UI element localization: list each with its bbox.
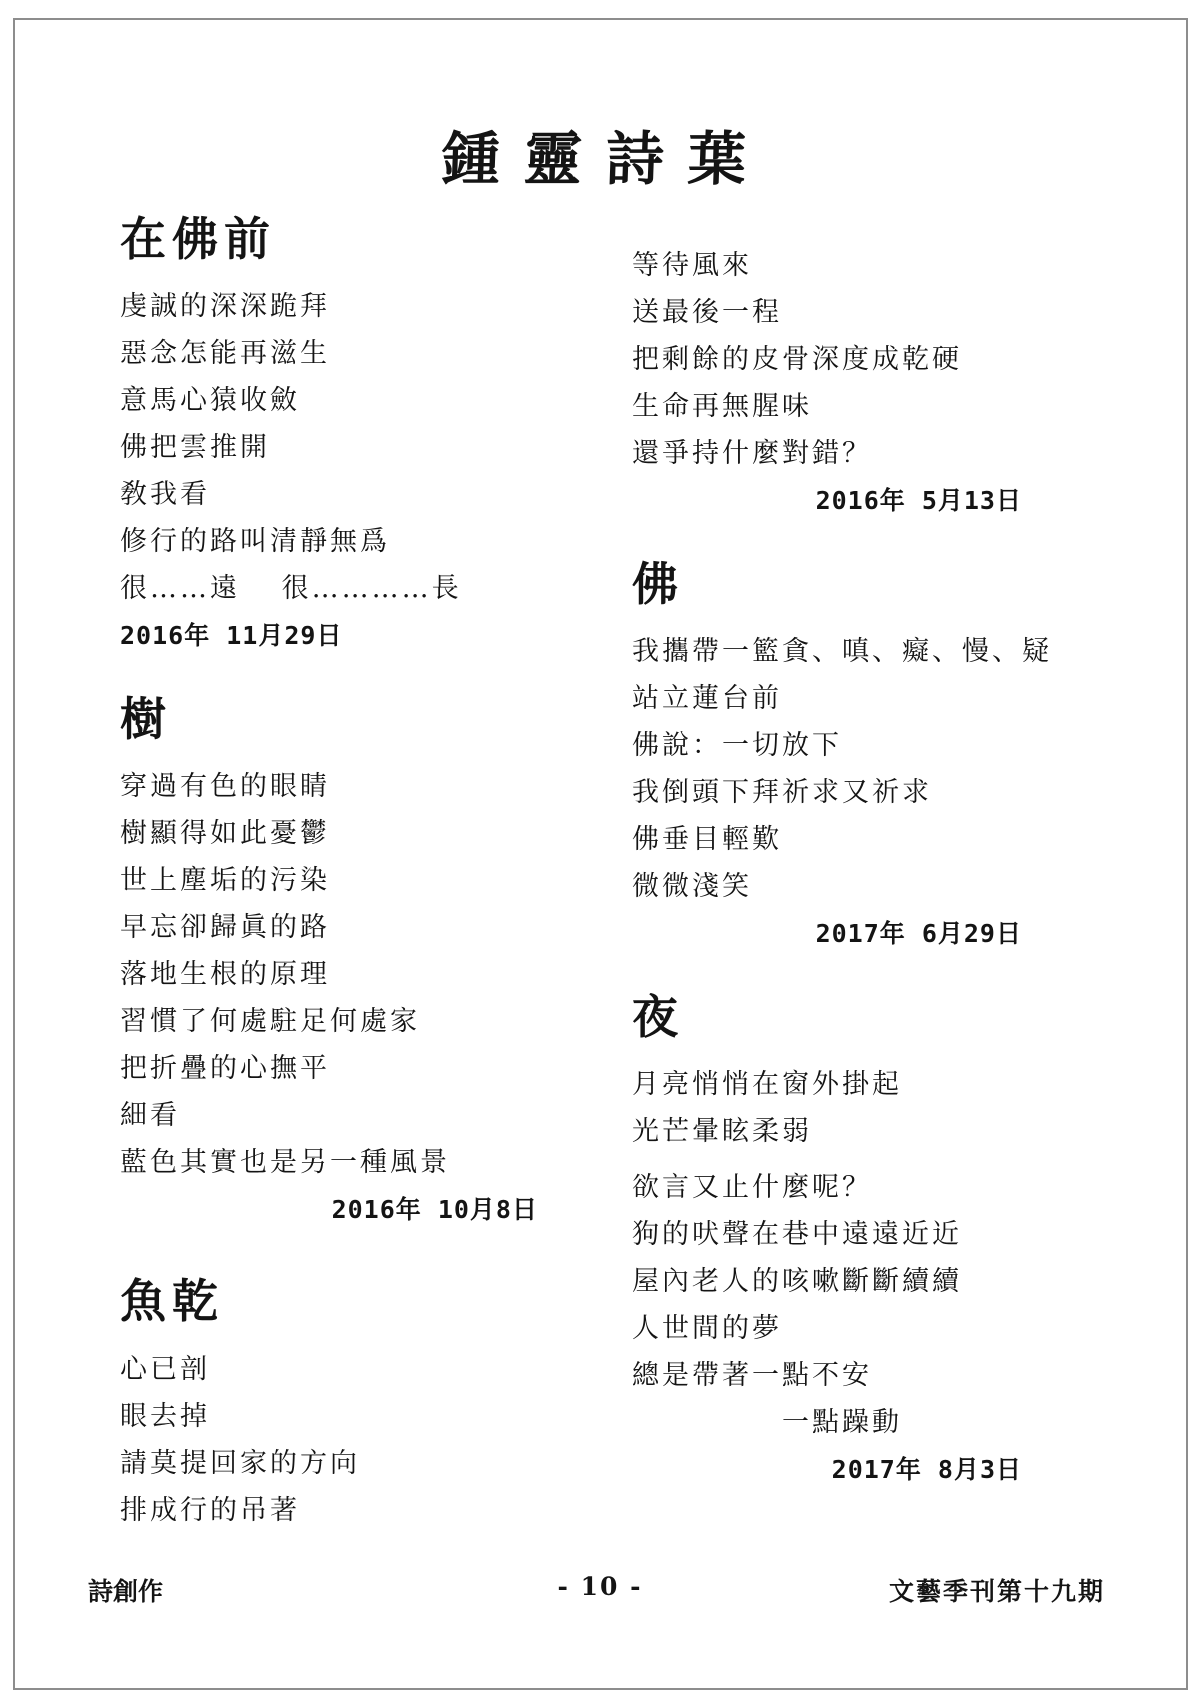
poem-line: 惡念怎能再滋生 bbox=[120, 338, 330, 370]
poem-yu-gan-continued bbox=[632, 212, 1084, 525]
poem-line: 總是帶著一點不安 bbox=[632, 1360, 872, 1392]
poem-line: 佛把雲推開 bbox=[120, 432, 270, 464]
poem-line: 細看 bbox=[120, 1100, 180, 1132]
poem-line: 意馬心猿收斂 bbox=[120, 385, 300, 417]
poem-line: 還爭持什麼對錯？ bbox=[632, 438, 872, 469]
poem-date: 2017年 8月3日 bbox=[831, 1455, 1022, 1485]
poem-line: 習慣了何處駐足何處家 bbox=[120, 1006, 420, 1038]
poem-line: 早忘卻歸眞的路 bbox=[120, 912, 330, 944]
poem-line: 心已剖 bbox=[120, 1353, 210, 1385]
poem-line: 我攜帶一籃貪、嗔、癡、慢、疑 bbox=[632, 636, 1052, 668]
poem-date: 2016年 5月13日 bbox=[815, 486, 1022, 515]
poem-line: 排成行的吊著 bbox=[120, 1494, 300, 1526]
poem-line: 佛說：一切放下 bbox=[632, 730, 842, 762]
right-column bbox=[632, 212, 1084, 1494]
poem-line: 生命再無腥味 bbox=[632, 391, 812, 422]
poem-title: 魚乾 bbox=[120, 1274, 224, 1329]
poem-title: 佛 bbox=[632, 557, 684, 611]
poem-line: 佛垂目輕歎 bbox=[632, 824, 782, 856]
poem-fo bbox=[632, 557, 1084, 958]
poem-line: 欲言又止什麼呢？ bbox=[632, 1172, 872, 1204]
poem-line: 站立蓮台前 bbox=[632, 683, 782, 715]
poem-line: 世上塵垢的污染 bbox=[120, 865, 330, 897]
poem-line: 把剩餘的皮骨深度成乾硬 bbox=[632, 344, 962, 375]
poem-line: 光芒暈眩柔弱 bbox=[632, 1116, 812, 1148]
footer-journal-title: 文藝季刊第十九期 bbox=[888, 1577, 1105, 1606]
poem-line: 微微淺笑 bbox=[632, 871, 752, 903]
poem-line: 一點躁動 bbox=[782, 1407, 902, 1439]
poem-line: 人世間的夢 bbox=[632, 1313, 782, 1345]
poem-date: 2017年 6月29日 bbox=[815, 919, 1022, 949]
poem-line: 月亮悄悄在窗外掛起 bbox=[632, 1069, 902, 1101]
poem-line: 藍色其實也是另一種風景 bbox=[120, 1147, 450, 1179]
poem-line: 我倒頭下拜祈求又祈求 bbox=[632, 777, 932, 809]
poem-line: 請莫提回家的方向 bbox=[120, 1447, 360, 1479]
poem-line: 虔誠的深深跪拜 bbox=[120, 291, 330, 323]
poem-ye bbox=[632, 990, 1084, 1494]
poem-line: 很……遠 很…………長 bbox=[120, 573, 462, 605]
poem-line: 穿過有色的眼睛 bbox=[120, 771, 330, 803]
poem-line: 等待風來 bbox=[632, 250, 752, 281]
footer-page-number: - 10 - bbox=[557, 1572, 643, 1601]
footer-section-label: 詩創作 bbox=[88, 1577, 164, 1606]
poem-line: 落地生根的原理 bbox=[120, 959, 330, 991]
page-footer bbox=[0, 1572, 1200, 1612]
poem-line: 樹顯得如此憂鬱 bbox=[120, 818, 330, 850]
poem-yu-gan bbox=[120, 1274, 556, 1533]
page-title: 鍾靈詩葉 bbox=[440, 125, 772, 193]
poem-zai-fo-qian bbox=[120, 212, 556, 660]
poem-shu bbox=[120, 692, 556, 1234]
left-column bbox=[120, 212, 556, 1534]
poem-title: 樹 bbox=[120, 692, 172, 747]
poem-line: 狗的吠聲在巷中遠遠近近 bbox=[632, 1219, 962, 1251]
poem-line: 送最後一程 bbox=[632, 297, 782, 328]
poem-title: 在佛前 bbox=[120, 212, 276, 266]
poem-line: 修行的路叫清靜無爲 bbox=[120, 526, 390, 558]
poem-title: 夜 bbox=[632, 990, 684, 1045]
poem-line: 敎我看 bbox=[120, 479, 210, 511]
poem-line: 把折疊的心撫平 bbox=[120, 1053, 330, 1085]
poem-line: 眼去掉 bbox=[120, 1400, 210, 1432]
poem-line: 屋內老人的咳嗽斷斷續續 bbox=[632, 1266, 962, 1298]
poem-date: 2016年 11月29日 bbox=[120, 621, 343, 651]
poem-date: 2016年 10月8日 bbox=[331, 1195, 538, 1225]
